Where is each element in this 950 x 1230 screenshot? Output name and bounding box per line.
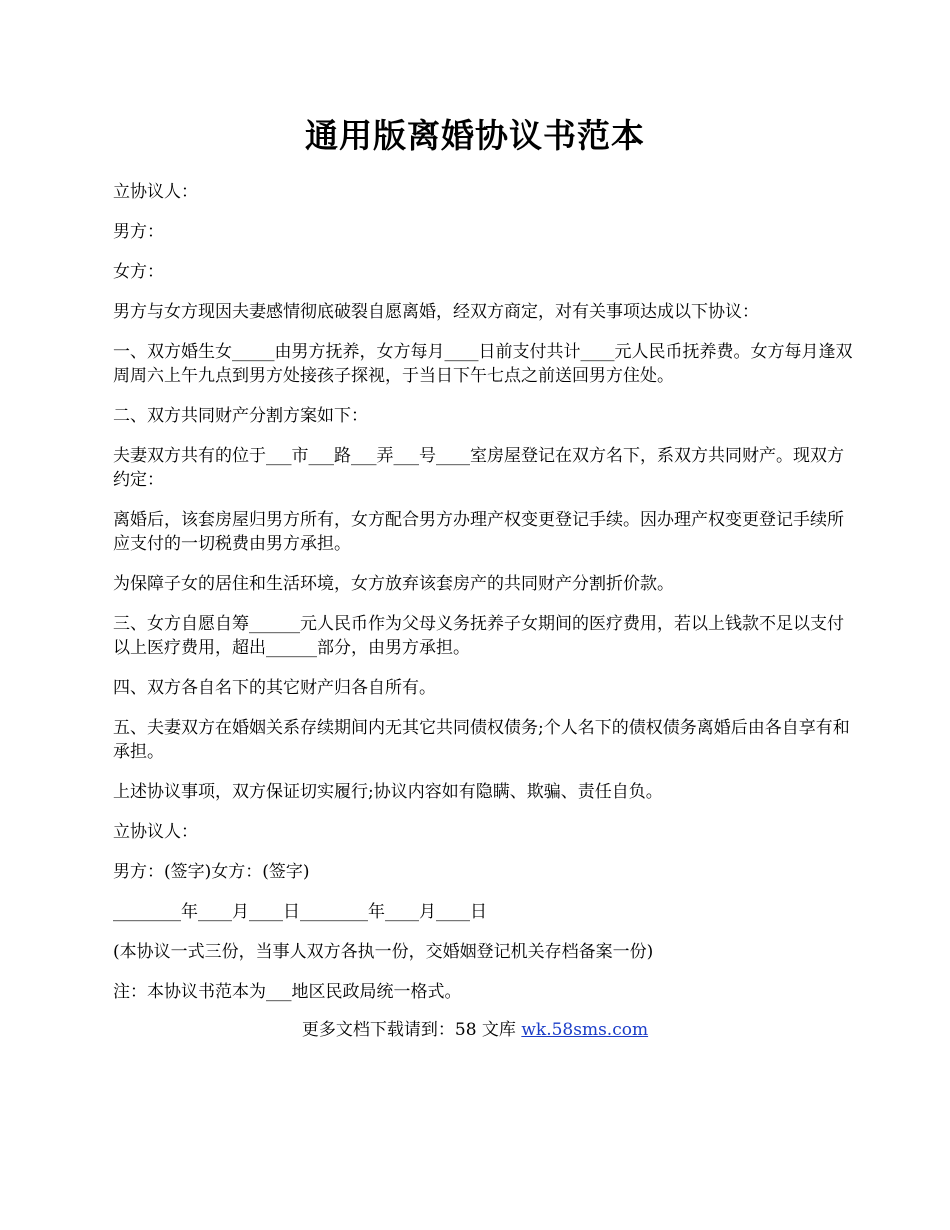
male-party-line: 男方： [113,222,164,242]
clause-2-property-location: 夫妻双方共有的位于___市___路___弄___号____室房屋登记在双方名下，系双方共同财产。现双方约定： [113,446,844,490]
clause-2-waiver: 为保障子女的居住和生活环境，女方放弃该套房产的共同财产分割折价款。 [113,574,674,594]
document-body [113,180,858,1020]
copies-note: (本协议一式三份，当事人双方各执一份，交婚姻登记机关存档备案一份) [113,942,654,962]
footer-note [0,1018,950,1042]
signature-line: 男方：(签字)女方：(签字) [113,862,310,882]
clause-3-medical-fees: 三、女方自愿自筹______元人民币作为父母义务抚养子女期间的医疗费用，若以上钱款不足以支付以上医疗费用，超出______部分，由男方承担。 [113,614,844,658]
document-title: 通用版离婚协议书范本 [305,116,645,155]
footer-prefix: 更多文档下载请到：58 文库 [301,1020,522,1040]
clause-2-heading: 二、双方共同财产分割方案如下： [113,406,368,426]
clause-4-separate-property: 四、双方各自名下的其它财产归各自所有。 [113,678,436,698]
footer-link[interactable]: wk.58sms.com [521,1020,649,1040]
preamble-paragraph: 男方与女方现因夫妻感情彻底破裂自愿离婚，经双方商定，对有关事项达成以下协议： [113,302,759,322]
clause-2-house-ownership: 离婚后，该套房屋归男方所有，女方配合男方办理产权变更登记手续。因办理产权变更登记手续所应支付的一切税费由男方承担。 [113,510,844,554]
format-note: 注：本协议书范本为___地区民政局统一格式。 [113,982,462,1002]
date-line: ________年____月____日________年____月____日 [113,902,487,922]
clause-5-debts: 五、夫妻双方在婚姻关系存续期间内无其它共同债权债务;个人名下的债权债务离婚后由各自享有和承担。 [113,718,850,762]
guarantee-paragraph: 上述协议事项，双方保证切实履行;协议内容如有隐瞒、欺骗、责任自负。 [113,782,663,802]
parties-heading: 立协议人： [113,182,198,202]
clause-1-child-custody: 一、双方婚生女_____由男方抚养，女方每月____日前支付共计____元人民币抚养费。女方每月逢双周周六上午九点到男方处接孩子探视，于当日下午七点之前送回男方住处。 [113,342,853,386]
signatories-heading: 立协议人： [113,822,198,842]
female-party-line: 女方： [113,262,164,282]
